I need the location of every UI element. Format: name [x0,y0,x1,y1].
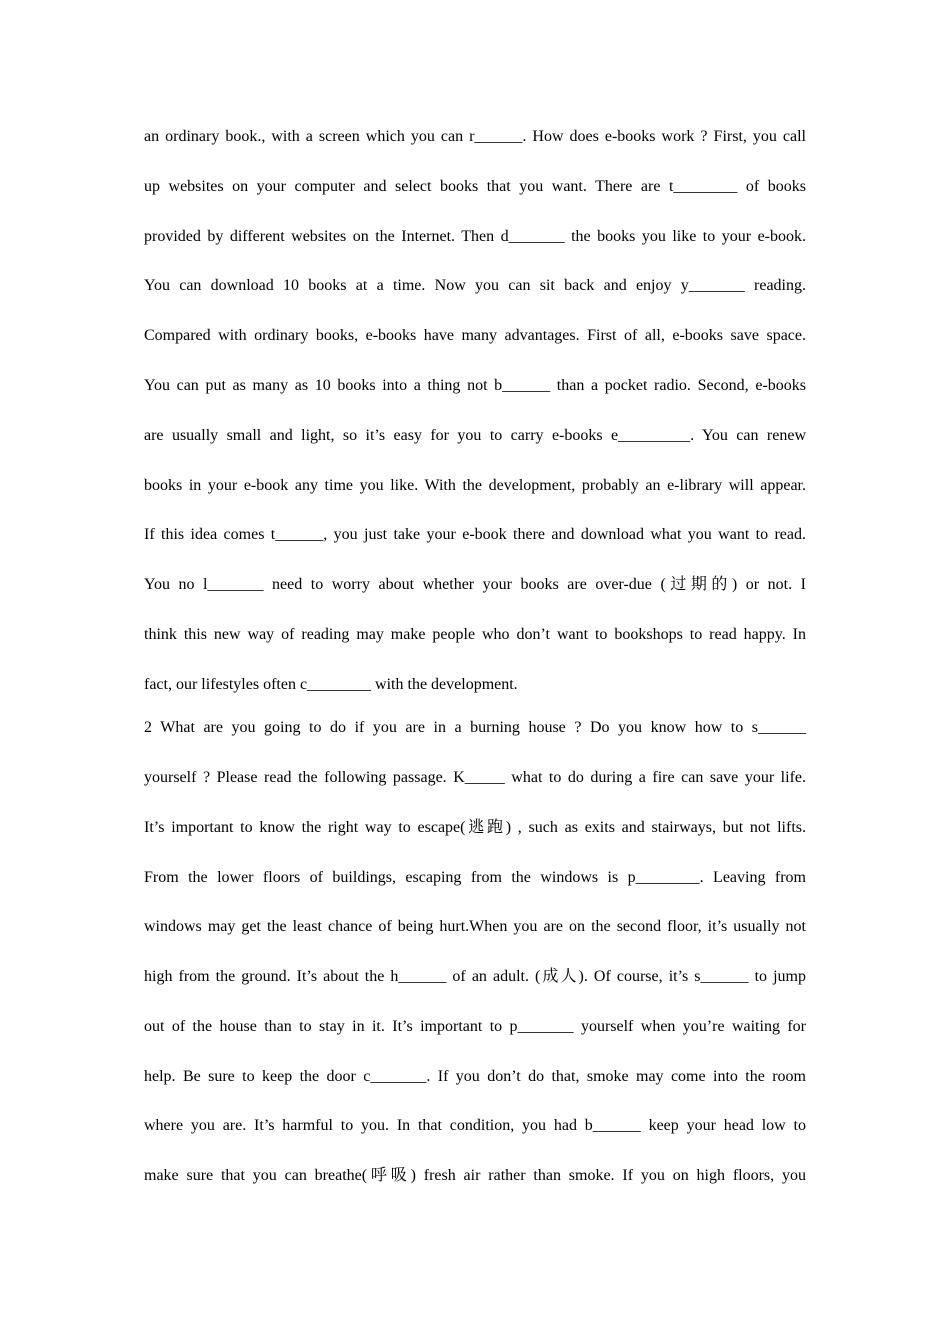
passage-line: make sure that you can breathe(呼吸) fresh air rather than smoke. If you on high floors, you [144,1167,806,1184]
passage-line: From the lower floors of buildings, escaping from the windows is p________. Leaving from [144,869,806,886]
passage-line: an ordinary book., with a screen which you can r______. How does e-books work ? First, you call [144,128,806,145]
passage-line: help. Be sure to keep the door c_______. If you don’t do that, smoke may come into the room [144,1068,806,1085]
passage-line: 2 What are you going to do if you are in a burning house ? Do you know how to s______ [144,719,806,736]
passage-line: books in your e-book any time you like. With the development, probably an e-library will appear. [144,477,806,494]
passage-line: windows may get the least chance of being hurt.When you are on the second floor, it’s usually not [144,918,806,935]
passage-line: think this new way of reading may make people who don’t want to bookshops to read happy. In [144,626,806,643]
passage-line: If this idea comes t______, you just take your e-book there and download what you want to read. [144,526,806,543]
passage-line: provided by different websites on the Internet. Then d_______ the books you like to your e-book. [144,228,806,245]
passage-line: out of the house than to stay in it. It’s important to p_______ yourself when you’re waiting for [144,1018,806,1035]
passage-line: fact, our lifestyles often c________ with the development. [144,676,518,693]
passage-line: up websites on your computer and select books that you want. There are t________ of books [144,178,806,195]
passage-line: It’s important to know the right way to escape(逃跑) , such as exits and stairways, but not lifts. [144,819,806,836]
passage-line: You can put as many as 10 books into a thing not b______ than a pocket radio. Second, e-books [144,377,806,394]
passage-line: You no l_______ need to worry about whether your books are over-due (过期的) or not. I [144,576,806,593]
passage-line: You can download 10 books at a time. Now you can sit back and enjoy y_______ reading. [144,277,806,294]
passage-line: Compared with ordinary books, e-books have many advantages. First of all, e-books save space. [144,327,806,344]
passage-line: where you are. It’s harmful to you. In that condition, you had b______ keep your head low to [144,1117,806,1134]
passage-line: high from the ground. It’s about the h______ of an adult. (成人). Of course, it’s s______ to jump [144,968,806,985]
passage-line: yourself ? Please read the following passage. K_____ what to do during a fire can save your life. [144,769,806,786]
passage-line: are usually small and light, so it’s easy for you to carry e-books e_________. You can renew [144,427,806,444]
